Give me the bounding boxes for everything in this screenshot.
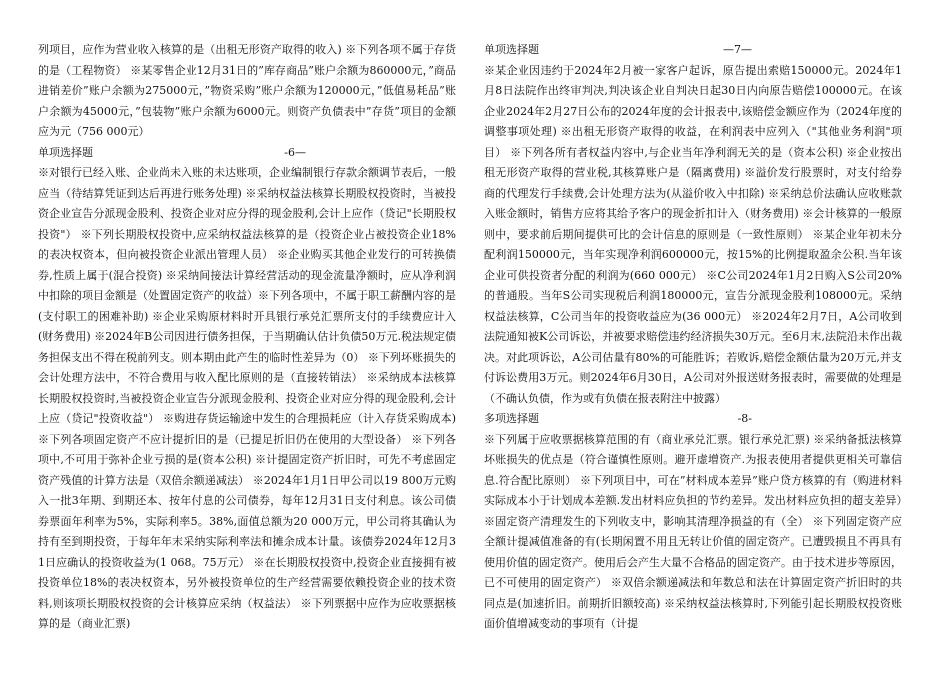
- section-heading-8: [484, 409, 902, 430]
- section-title: 多项选择题: [484, 412, 539, 425]
- left-column: [38, 40, 456, 635]
- left-paragraph-1: 列项目，应作为营业收入核算的是（出租无形资产取得的收入) ※下列各项不属于存货的是（工程物资） ※某零售企业12月31日的”库存商品”账户余额为860000元，”商品进销差价”账户余额为275000元，”物资采购”账户余额为120000元，”低值易耗品”账户余额为45000元，”包装物”账户余额为6000元。则资产负债表中”存货”项目的金额应为元（756 000元）: [38, 43, 456, 138]
- right-paragraph-1: ※某企业因违约于2024年2月被一家客户起诉，原告提出索赔150000元。2024年1月8日法院作出终审判决,判决该企业自判决日起30日内向原告赔偿100000元。在该企业2024年2月27日公布的2024年度的会计报表中,该赔偿金额应作为（2024年度的调整事项处理) ※出租无形资产取得的收益，在利润表中应列入（"其他业务利润"项目） ※下列各所有者权益内容中,与企业当年净利润无关的是（资本公积) ※企业按出租无形资产取得的营业税,其核算账户是（隔离费用) ※溢价发行股票时，对支付给券商的代理发行手续费,会计处理方法为(从溢价收入中扣除) ※采纳总价法确认应收账款入账金额时，销售方应将其给予客户的现金折扣计入（财务费用) ※会计核算的一般原则中，要求前后期间提供可比的会计信息的原则是（一致性原则） ※某企业年初未分配利润150000元，当年实现净利润600000元，按15%的比例提取盈余公积.当年该企业可供投资者分配的利润为(660 000元） ※C公司2024年1月2日购入S公司20%的普通股。当年S公司实现税后利润180000元，宣告分派现金股利108000元。采纳权益法核算，C公司当年的投资收益应为(36 000元） ※2024年2月7日，A公司收到法院通知被K公司诉讼，并被要求赔偿违约经济损失30万元。至6月末,法院沿未作出裁决。对此项诉讼，A公司估量有80%的可能胜诉；若败诉,赔偿金额估量为20万元,并支付诉讼费用3万元。则2024年6月30日，A公司对外报送财务报表时，需要做的处理是（不确认负债，作为或有负债在报表附注中披露）: [484, 63, 902, 405]
- section-heading-7: [484, 40, 902, 61]
- right-paragraph-2: ※下列属于应收票据核算范围的有（商业承兑汇票。银行承兑汇票) ※采纳备抵法核算坏账损失的优点是（符合谨慎性原则。避开虚增资产.为报表使用者提供更相关可靠信息.符合配比原则） ※下列项目中，可在”材料成本差异”账户贷方核算的有（购进材料实际成本小于计划成本差额.发出材料应负担的节约差异。发出材料应负担的超支差异）※固定资产清理发生的下列收支中，影响其清理净损益的有（全） ※下列固定资产应全额计提减值准备的有(长期闲置不用且无转让价值的固定资产。已遭毁损且不再具有使用价值的固定资产。使用后会产生大量不合格品的固定资产。由于技术进步等原因，已不可使用的固定资产） ※双倍余额递减法和年数总和法在计算固定资产折旧时的共同点是(加速折旧。前期折旧额较高) ※采纳权益法核算时,下列能引起长期股权投资账面价值增减变动的事项有（计提: [484, 432, 902, 630]
- section-heading-6: [38, 143, 456, 164]
- right-column: [484, 40, 902, 635]
- section-title: 单项选择题: [484, 43, 539, 56]
- section-title: 单项选择题: [38, 145, 93, 159]
- page-number: -6—: [284, 145, 306, 159]
- page-number: —7—: [723, 43, 752, 56]
- left-paragraph-2: ※对银行已经入账、企业尚未入账的未达账项，企业编制银行存款余额调节表后，一般应当（待结算凭证到达后再进行账务处理) ※采纳权益法核算长期股权投资时，当被投资企业宣告分派现金股利、投资企业对应分得的现金股利,会计上应作（贷记"长期股权投资"） ※下列长期股权投资中,应采纳权益法核算的是（投资企业占被投资企业18%的表决权资本，但向被投资企业派出管理人员） ※企业购买其他企业发行的可转换债券,性质上属于(混合投资) ※采纳间接法计算经营活动的现金流量净额时，应从净利润中扣除的项目金额是（处置固定资产的收益）※下列各项中，不属于职工薪酬内容的是(支付职工的困难补助) ※企业采购原材料时开具银行承兑汇票所支付的手续费应计入(财务费用) ※2024年B公司因进行债务担保，于当期确认估计负债50万元.税法规定债务担保支出不得在税前列支。则本期由此产生的临时性差异为（0） ※下列坏账损失的会计处理方法中，不符合费用与收入配比原则的是（直接转销法） ※采纳成本法核算长期股权投资时,当被投资企业宣告分派现金股利、投资企业对应分得的现金股利,会计上应（贷记"投资收益"） ※购进存货运输途中发生的合理损耗应（计入存货采购成本) ※下列各项固定资产不应计提折旧的是（已提足折旧仍在使用的大型设备） ※下列各项中,不可用于弥补企业亏损的是(资本公积) ※计提固定资产折旧时，可先不考虑固定资产残值的计算方法是（双倍余额递减法） ※2024年1月1日甲公司以19 800万元购入一批3年期、到期还本、按年付息的公司债券，每年12月31日支付利息。该公司债券票面年利率为5%，实际利率5。38%,面值总额为20 000万元，甲公司将其确认为持有至到期投资，于每年年末采纳实际利率法和摊余成本计量。该债券2024年12月31日应确认的投资收益为(1 068。75万元） ※在长期股权投资中,投资企业直接拥有被投资单位18%的表决权资本，另外被投资单位的生产经营需要依赖投资企业的技术资料,则该项长期股权投资的会计核算应采纳（权益法） ※下列票据中应作为应收票据核算的是（商业汇票): [38, 166, 456, 630]
- page-number: -8-: [737, 412, 752, 425]
